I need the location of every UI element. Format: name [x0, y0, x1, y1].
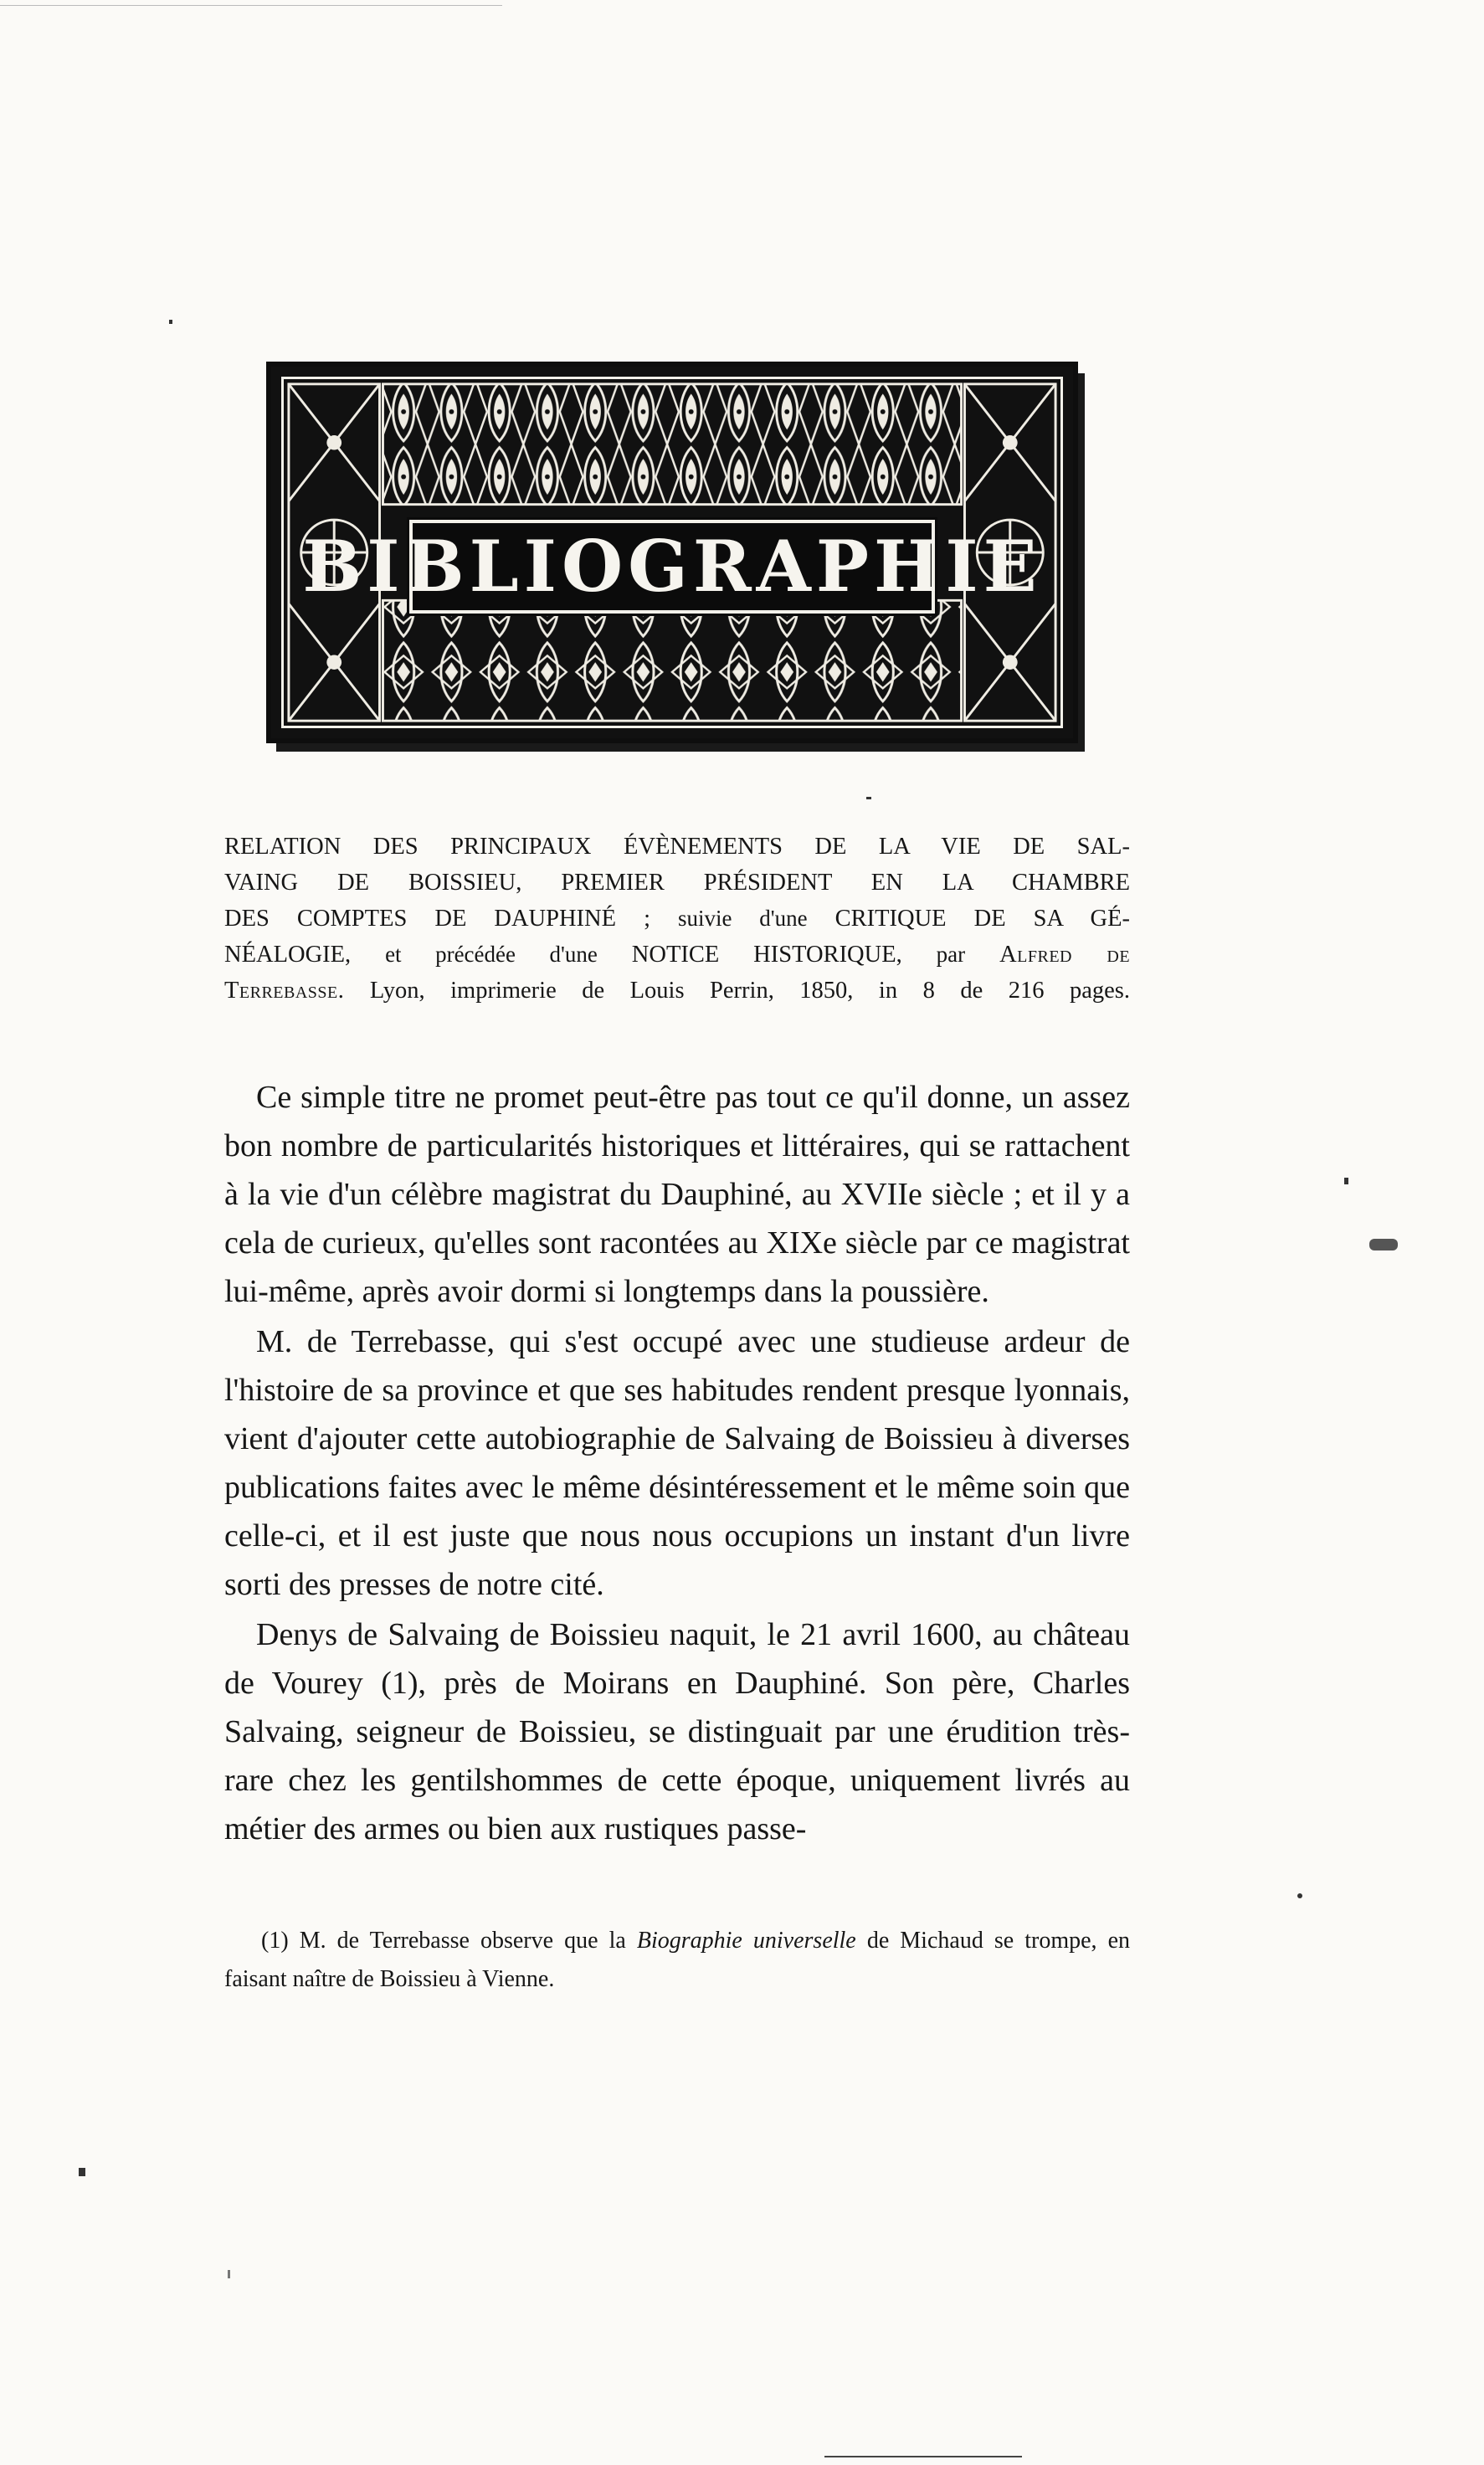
banner-title: BIBLIOGRAPHIE	[302, 525, 1042, 608]
banner-ornament	[281, 377, 1063, 728]
footnote	[224, 1922, 1130, 1999]
scan-speck	[228, 2270, 230, 2278]
citation-line-4: NÉALOGIE, et précédée d'une NOTICE HISTORIQUE, par Alfred de	[224, 942, 1131, 968]
scan-speck	[1297, 1893, 1302, 1898]
banner-title-box	[302, 520, 1042, 614]
footnote-italic-title: Biographie universelle	[636, 1928, 856, 1954]
scan-rule	[824, 2456, 1022, 2457]
citation-line-3: DES COMPTES DE DAUPHINÉ ; suivie d'une CRITIQUE DE SA GÉ-	[224, 906, 1131, 932]
citation-author-last: Terrebasse.	[224, 978, 345, 1004]
footnote-text-after: de Michaud se trompe, en faisant naître de Boissieu à Vienne.	[224, 1928, 1131, 1992]
scan-speck	[1369, 1239, 1398, 1250]
footnote-text-before: M. de Terrebasse observe que la	[299, 1928, 626, 1954]
scan-speck	[866, 797, 871, 799]
body-text	[224, 1073, 1130, 1853]
citation-line-1: RELATION DES PRINCIPAUX ÉVÈNEMENTS DE LA VIE DE SAL-	[224, 834, 1130, 860]
citation-imprint: Lyon, imprimerie de Louis Perrin, 1850, in 8 de 216 pages.	[369, 978, 1130, 1004]
paragraph-1: Ce simple titre ne promet peut-être pas tout ce qu'il donne, un assez bon nombre de particularités historiques et littéraires, qui se rattachent à la vie d'un célèbre magistrat du Dauphiné, au XVIIe siècle ; et il y a cela de curieux, qu'elles sont racontées au XIXe siècle par ce magistrat lui-même, après avoir dormi si longtemps dans la poussière.	[224, 1080, 1130, 1309]
ornamental-banner	[266, 362, 1078, 743]
paragraph-3: Denys de Salvaing de Boissieu naquit, le 21 avril 1600, au château de Vourey (1), près de Moirans en Dauphiné. Son père, Charles Salvaing, seigneur de Boissieu, se distinguait par une érudition très-rare chez les gentilshommes de cette époque, uniquement livrés au métier des armes ou bien aux rustiques passe-	[224, 1617, 1130, 1846]
citation-author-first: Alfred de	[999, 942, 1131, 968]
citation-line-2: VAING DE BOISSIEU, PREMIER PRÉSIDENT EN LA CHAMBRE	[224, 870, 1130, 896]
citation-block	[224, 829, 1130, 1009]
paragraph-2: M. de Terrebasse, qui s'est occupé avec une studieuse ardeur de l'histoire de sa province et que ses habitudes rendent presque lyonnais, vient d'ajouter cette autobiographie de Salvaing de Boissieu à diverses publications faites avec le même désintéressement et le même soin que celle-ci, et il est juste que nous nous occupions un instant d'un livre sorti des presses de notre cité.	[224, 1324, 1130, 1602]
scan-rule	[0, 5, 502, 6]
scan-speck	[1344, 1178, 1348, 1184]
scan-speck	[79, 2168, 85, 2176]
scan-speck	[169, 320, 172, 324]
citation-line-5	[224, 973, 1130, 1009]
footnote-marker: (1)	[261, 1928, 289, 1954]
